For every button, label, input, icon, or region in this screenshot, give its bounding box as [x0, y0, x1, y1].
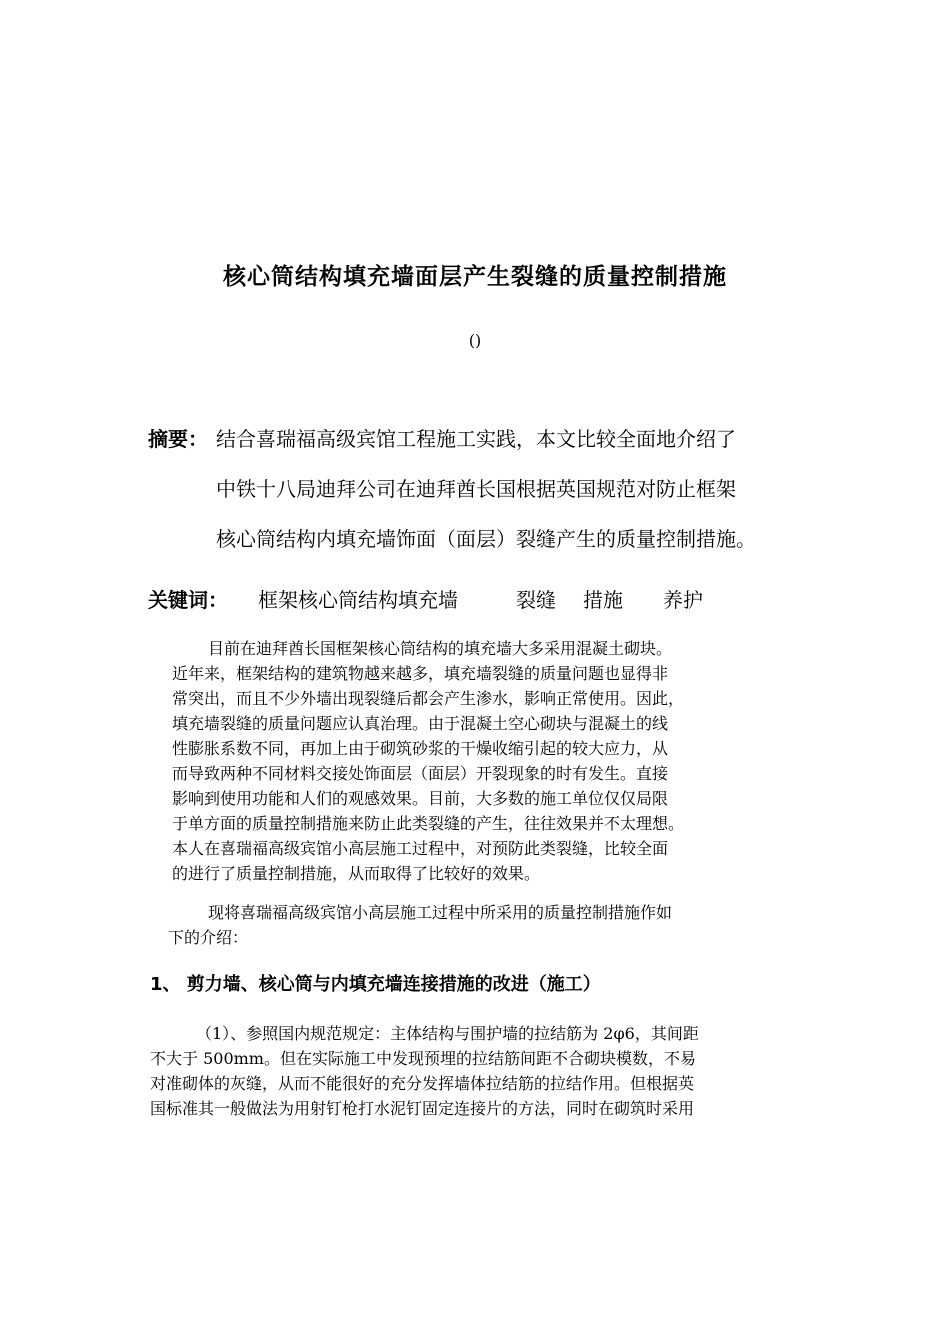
- body-line: 于单方面的质量控制措施来防止此类裂缝的产生，往往效果并不太理想。: [172, 814, 685, 833]
- body-line: 对准砌体的灰缝，从而不能很好的充分发挥墙体拉结筋的拉结作用。但根据英: [150, 1074, 695, 1093]
- body-line: 下的介绍：: [168, 928, 249, 947]
- abstract-line: 核心筒结构内填充墙饰面（面层）裂缝产生的质量控制措施。: [216, 527, 756, 551]
- body-line: 近年来，框架结构的建筑物越来越多，填充墙裂缝的质量问题也显得非: [172, 664, 669, 683]
- keyword: 措施: [583, 588, 623, 612]
- keywords-label: 关键词：: [148, 588, 228, 612]
- body-line: 影响到使用功能和人们的观感效果。目前，大多数的施工单位仅仅局限: [172, 789, 669, 808]
- body-line: 性膨胀系数不同，再加上由于砌筑砂浆的干燥收缩引起的较大应力，从: [172, 739, 669, 758]
- abstract-line: 中铁十八局迪拜公司在迪拜酋长国根据英国规范对防止框架: [216, 477, 736, 501]
- abstract-line: 结合喜瑞福高级宾馆工程施工实践，本文比较全面地介绍了: [216, 427, 736, 451]
- author-line: (): [468, 331, 482, 350]
- body-line: 的进行了质量控制措施，从而取得了比较好的效果。: [172, 864, 541, 883]
- keyword: 养护: [663, 588, 703, 612]
- body-line: 国标准其一般做法为用射钉枪打水泥钉固定连接片的方法，同时在砌筑时采用: [150, 1099, 695, 1118]
- body-line: 本人在喜瑞福高级宾馆小高层施工过程中，对预防此类裂缝，比较全面: [172, 839, 669, 858]
- body-line: 不大于 500mm。但在实际施工中发现预埋的拉结筋间距不合砌块模数，不易: [150, 1049, 696, 1068]
- keyword: 裂缝: [516, 588, 556, 612]
- body-line: 目前在迪拜酋长国框架核心筒结构的填充墙大多采用混凝土砌块。: [208, 639, 673, 658]
- body-line: 而导致两种不同材料交接处饰面层（面层）开裂现象的时有发生。直接: [172, 764, 669, 783]
- body-line: 填充墙裂缝的质量问题应认真治理。由于混凝土空心砌块与混凝土的线: [172, 714, 669, 733]
- body-line: 常突出，而且不少外墙出现裂缝后都会产生渗水，影响正常使用。因此，: [172, 689, 685, 708]
- abstract-label: 摘要：: [148, 427, 208, 451]
- section-heading: 1、 剪力墙、核心筒与内填充墙连接措施的改进（施工）: [150, 974, 601, 995]
- document-title: 核心筒结构填充墙面层产生裂缝的质量控制措施: [223, 264, 727, 290]
- body-line: 现将喜瑞福高级宾馆小高层施工过程中所采用的质量控制措施作如: [208, 903, 673, 922]
- keyword: 框架核心筒结构填充墙: [258, 588, 458, 612]
- body-line: （1）、参照国内规范规定：主体结构与围护墙的拉结筋为 2φ6，其间距: [196, 1024, 699, 1043]
